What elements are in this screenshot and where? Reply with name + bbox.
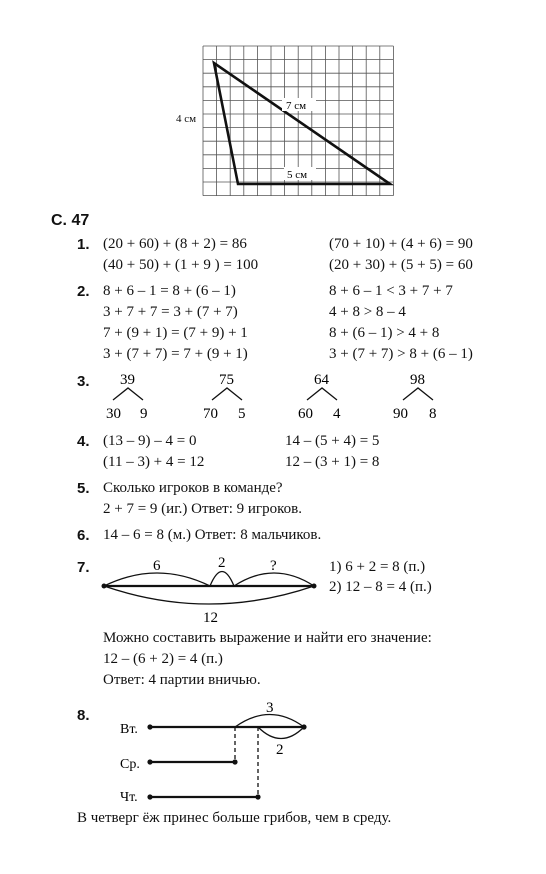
tree-4-right: 8 bbox=[429, 406, 437, 422]
task-1-eq-4: (20 + 30) + (5 + 5) = 60 bbox=[329, 257, 473, 273]
task-2-eq-7: 3 + (7 + 7) = 7 + (9 + 1) bbox=[103, 346, 248, 362]
tree-3-top: 64 bbox=[314, 372, 329, 388]
label-thu: Чт. bbox=[120, 790, 138, 805]
triangle-left-label: 4 см bbox=[176, 113, 197, 125]
arc-label-question: ? bbox=[270, 558, 277, 574]
label-tue: Вт. bbox=[120, 722, 138, 737]
task-7-number: 7. bbox=[77, 559, 90, 576]
task-7-step-1: 1) 6 + 2 = 8 (п.) bbox=[329, 559, 426, 575]
task-2-eq-6: 8 + (6 – 1) > 4 + 8 bbox=[329, 325, 440, 341]
task-5-answer: 2 + 7 = 9 (иг.) Ответ: 9 игроков. bbox=[103, 501, 302, 517]
task-4-eq-2: 14 – (5 + 4) = 5 bbox=[285, 433, 380, 449]
task-7-text-1: Можно составить выражение и найти его значение: bbox=[103, 630, 432, 646]
task-7-text-3: Ответ: 4 партии вничью. bbox=[103, 672, 261, 688]
arc-label-2b: 2 bbox=[276, 742, 284, 758]
triangle-hyp-label: 7 см bbox=[286, 100, 307, 112]
task-1-eq-2: (70 + 10) + (4 + 6) = 90 bbox=[329, 236, 473, 252]
task-6-number: 6. bbox=[77, 527, 90, 544]
task-2-number: 2. bbox=[77, 283, 90, 300]
tree-2-top: 75 bbox=[219, 372, 234, 388]
task-4-eq-3: (11 – 3) + 4 = 12 bbox=[103, 454, 205, 470]
task-8-conclusion: В четверг ёж принес больше грибов, чем в среду. bbox=[77, 810, 392, 826]
tree-3-left: 60 bbox=[298, 406, 313, 422]
task-1-eq-1: (20 + 60) + (8 + 2) = 86 bbox=[103, 236, 247, 252]
task-1-number: 1. bbox=[77, 236, 90, 253]
tree-1-top: 39 bbox=[120, 372, 135, 388]
task-2-eq-8: 3 + (7 + 7) > 8 + (6 – 1) bbox=[329, 346, 473, 362]
task-4-number: 4. bbox=[77, 433, 90, 450]
label-wed: Ср. bbox=[120, 757, 140, 772]
arc-label-3: 3 bbox=[266, 700, 274, 716]
task-3-number: 3. bbox=[77, 373, 90, 390]
arc-label-12: 12 bbox=[203, 610, 218, 626]
task-2-eq-3: 3 + 7 + 7 = 3 + (7 + 7) bbox=[103, 304, 238, 320]
task-6-answer: 14 – 6 = 8 (м.) Ответ: 8 мальчиков. bbox=[103, 527, 322, 543]
tree-1-left: 30 bbox=[106, 406, 121, 422]
task-2-eq-4: 4 + 8 > 8 – 4 bbox=[329, 304, 406, 320]
task-4-eq-1: (13 – 9) – 4 = 0 bbox=[103, 433, 197, 449]
task-2-eq-1: 8 + 6 – 1 = 8 + (6 – 1) bbox=[103, 283, 236, 299]
arc-label-2: 2 bbox=[218, 555, 226, 571]
task-2-eq-5: 7 + (9 + 1) = (7 + 9) + 1 bbox=[103, 325, 248, 341]
tree-3-right: 4 bbox=[333, 406, 341, 422]
tree-1-right: 9 bbox=[140, 406, 148, 422]
task-5-question: Сколько игроков в команде? bbox=[103, 480, 283, 496]
triangle-base-label: 5 см bbox=[287, 169, 308, 181]
tree-4-top: 98 bbox=[410, 372, 425, 388]
tree-2-left: 70 bbox=[203, 406, 218, 422]
task-4-eq-4: 12 – (3 + 1) = 8 bbox=[285, 454, 380, 470]
task-2-eq-2: 8 + 6 – 1 < 3 + 7 + 7 bbox=[329, 283, 453, 299]
page-header: С. 47 bbox=[51, 212, 90, 229]
task-5-number: 5. bbox=[77, 480, 90, 497]
task-1-eq-3: (40 + 50) + (1 + 9 ) = 100 bbox=[103, 257, 259, 273]
task-7-text-2: 12 – (6 + 2) = 4 (п.) bbox=[103, 651, 223, 667]
tree-4-left: 90 bbox=[393, 406, 408, 422]
task-8-number: 8. bbox=[77, 707, 90, 724]
arc-label-6: 6 bbox=[153, 558, 161, 574]
task-7-step-2: 2) 12 – 8 = 4 (п.) bbox=[329, 579, 432, 595]
tree-2-right: 5 bbox=[238, 406, 246, 422]
